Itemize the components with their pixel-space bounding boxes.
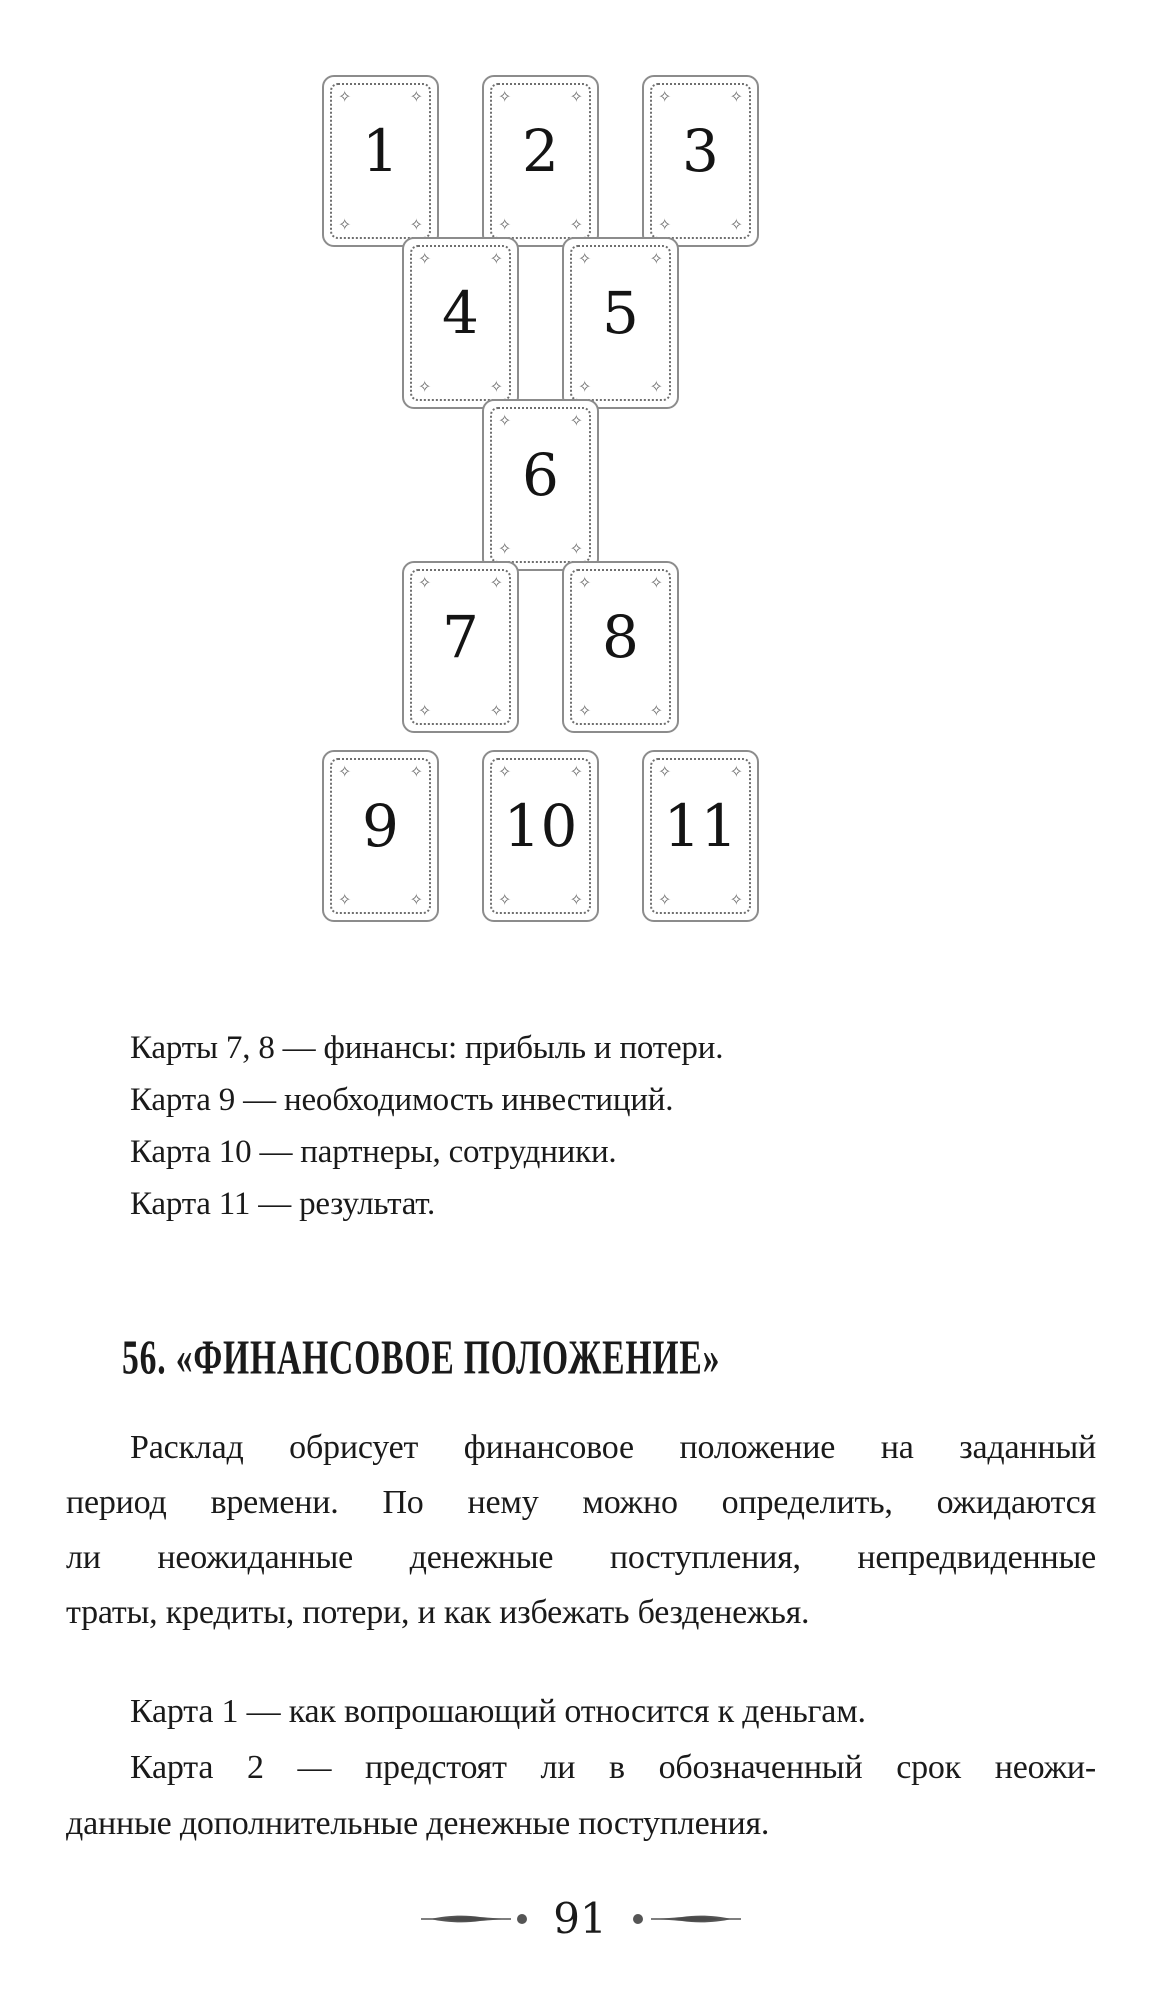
card-9: [322, 750, 439, 922]
card-3: [642, 75, 759, 247]
sparkle-icon: ✧: [409, 890, 423, 909]
sparkle-icon: ✧: [338, 87, 352, 106]
paragraph-line: период времени. По нему можно определить, ожидаются: [66, 1484, 1096, 1521]
sparkle-icon: ✧: [418, 573, 432, 592]
card-4: [402, 237, 519, 409]
sparkle-icon: ✧: [569, 890, 583, 909]
footer-ornament-right-icon: [650, 1913, 742, 1925]
sparkle-icon: ✧: [569, 87, 583, 106]
sparkle-icon: ✧: [489, 573, 503, 592]
sparkle-icon: ✧: [498, 215, 512, 234]
card-legend: [66, 1022, 1096, 1230]
sparkle-icon: ✧: [418, 377, 432, 396]
sparkle-icon: ✧: [498, 890, 512, 909]
sparkle-icon: ✧: [578, 249, 592, 268]
sparkle-icon: ✧: [729, 890, 743, 909]
footer-dot-icon: [517, 1914, 527, 1924]
card-5: [562, 237, 679, 409]
sparkle-icon: ✧: [658, 762, 672, 781]
card-number: 10: [503, 791, 578, 860]
sparkle-icon: ✧: [498, 762, 512, 781]
sparkle-icon: ✧: [649, 249, 663, 268]
section-heading: [66, 1329, 1096, 1385]
spread-description: [66, 1420, 1096, 1640]
sparkle-icon: ✧: [569, 762, 583, 781]
card-number: 8: [602, 602, 639, 671]
sparkle-icon: ✧: [569, 539, 583, 558]
paragraph-line: Расклад обрисует финансовое положение на заданный: [130, 1429, 1096, 1466]
card-11: [642, 750, 759, 922]
card-number: 6: [522, 440, 559, 509]
legend-line: Карты 7, 8 — финансы: прибыль и потери.: [130, 1030, 724, 1066]
sparkle-icon: ✧: [649, 573, 663, 592]
sparkle-icon: ✧: [578, 573, 592, 592]
sparkle-icon: ✧: [489, 249, 503, 268]
sparkle-icon: ✧: [498, 539, 512, 558]
card-number: 2: [522, 116, 559, 185]
sparkle-icon: ✧: [729, 762, 743, 781]
sparkle-icon: ✧: [658, 890, 672, 909]
page-footer: [0, 1894, 1162, 1943]
card-6: [482, 399, 599, 571]
sparkle-icon: ✧: [658, 87, 672, 106]
sparkle-icon: ✧: [498, 411, 512, 430]
card-1: [322, 75, 439, 247]
sparkle-icon: ✧: [658, 215, 672, 234]
card-number: 3: [682, 116, 719, 185]
card-2: [482, 75, 599, 247]
sparkle-icon: ✧: [578, 377, 592, 396]
sparkle-icon: ✧: [498, 87, 512, 106]
sparkle-icon: ✧: [569, 215, 583, 234]
sparkle-icon: ✧: [409, 762, 423, 781]
sparkle-icon: ✧: [338, 762, 352, 781]
card-7: [402, 561, 519, 733]
card-number: 5: [602, 278, 639, 347]
section-heading-text: 56. «ФИНАНСОВОЕ ПОЛОЖЕНИЕ»: [122, 1329, 721, 1385]
footer-dot-icon: [633, 1914, 643, 1924]
card-10: [482, 750, 599, 922]
paragraph-line: траты, кредиты, потери, и как избежать безденежья.: [66, 1594, 810, 1631]
sparkle-icon: ✧: [418, 249, 432, 268]
sparkle-icon: ✧: [409, 215, 423, 234]
legend-line: Карта 9 — необходимость инвестиций.: [130, 1082, 674, 1118]
page-number: 91: [553, 1894, 607, 1943]
card-number: 4: [442, 278, 479, 347]
legend-line: Карта 10 — партнеры, сотрудники.: [130, 1134, 617, 1170]
paragraph-line: Карта 2 — предстоят ли в обозначенный срок неожи-: [130, 1749, 1096, 1786]
footer-ornament-left-icon: [420, 1913, 512, 1925]
sparkle-icon: ✧: [409, 87, 423, 106]
sparkle-icon: ✧: [489, 377, 503, 396]
sparkle-icon: ✧: [649, 377, 663, 396]
sparkle-icon: ✧: [338, 890, 352, 909]
sparkle-icon: ✧: [729, 215, 743, 234]
paragraph-line: Карта 1 — как вопрошающий относится к деньгам.: [130, 1693, 866, 1730]
legend-line: Карта 11 — результат.: [130, 1186, 436, 1222]
card-number: 1: [362, 116, 399, 185]
sparkle-icon: ✧: [578, 701, 592, 720]
paragraph-line: данные дополнительные денежные поступления.: [66, 1805, 770, 1842]
sparkle-icon: ✧: [338, 215, 352, 234]
card-8: [562, 561, 679, 733]
card-meanings: [66, 1684, 1096, 1852]
card-number: 7: [442, 602, 479, 671]
sparkle-icon: ✧: [418, 701, 432, 720]
card-number: 9: [362, 791, 399, 860]
sparkle-icon: ✧: [489, 701, 503, 720]
sparkle-icon: ✧: [729, 87, 743, 106]
sparkle-icon: ✧: [569, 411, 583, 430]
sparkle-icon: ✧: [649, 701, 663, 720]
paragraph-line: ли неожиданные денежные поступления, непредвиденные: [66, 1539, 1096, 1576]
card-number: 11: [663, 791, 738, 860]
